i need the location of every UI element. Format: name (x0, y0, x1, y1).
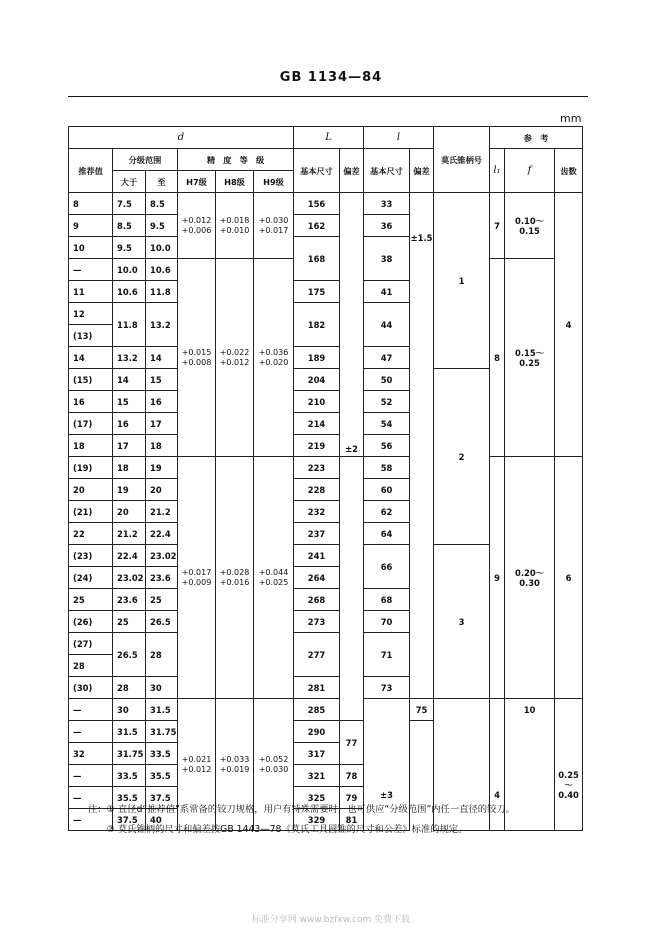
cell-h9: +0.036 +0.020 (254, 259, 294, 457)
cell-recommended: 11 (69, 281, 113, 303)
cell-to: 21.2 (146, 501, 178, 523)
cell-over: 23.6 (113, 589, 146, 611)
cell-h7: +0.012 +0.006 (178, 193, 216, 259)
cell-l: 60 (364, 479, 410, 501)
cell-l: 44 (364, 303, 410, 347)
cell-h8: +0.028 +0.016 (216, 457, 254, 699)
cell-to: 15 (146, 369, 178, 391)
cell-to: 10.6 (146, 259, 178, 281)
cell-to: 25 (146, 589, 178, 611)
cell-recommended: — (69, 259, 113, 281)
cell-recommended: 18 (69, 435, 113, 457)
cell-recommended: 28 (69, 655, 113, 677)
cell-L: 264 (294, 567, 340, 589)
cell-over: 35.5 (113, 787, 146, 809)
cell-to: 10.0 (146, 237, 178, 259)
cell-l: 62 (364, 501, 410, 523)
cell-recommended: — (69, 699, 113, 721)
cell-to: 9.5 (146, 215, 178, 237)
cell-L: 273 (294, 611, 340, 633)
table-row (69, 193, 583, 215)
cell-l: 58 (364, 457, 410, 479)
cell-dev-l: ±1.5 (410, 193, 434, 699)
cell-L: 317 (294, 743, 340, 765)
cell-L: 204 (294, 369, 340, 391)
header-rule (68, 96, 588, 97)
col-precision: 精 度 等 级 (178, 149, 294, 171)
cell-L: 277 (294, 633, 340, 677)
watermark-footer: 标准分享网 www.bzfxw.com 免费下载 (251, 915, 411, 925)
cell-f: 0.20～0.30 (505, 457, 555, 699)
cell-L: 182 (294, 303, 340, 347)
cell-recommended: 9 (69, 215, 113, 237)
cell-L: 168 (294, 237, 340, 281)
cell-over: 31.5 (113, 721, 146, 743)
col-l-header: l (364, 127, 434, 149)
cell-recommended: (30) (69, 677, 113, 699)
col-L-header: L (294, 127, 364, 149)
cell-to: 37.5 (146, 787, 178, 809)
cell-l1: 8 (490, 259, 505, 457)
cell-to: 35.5 (146, 765, 178, 787)
cell-dev-L: ±2 (340, 193, 364, 457)
cell-dev-L: ±3 (364, 699, 410, 831)
cell-to: 23.02 (146, 545, 178, 567)
cell-over: 8.5 (113, 215, 146, 237)
standard-number: GB 1134—84 (279, 70, 383, 85)
cell-l: 36 (364, 215, 410, 237)
col-over: 大于 (113, 171, 146, 193)
cell-recommended: — (69, 721, 113, 743)
cell-over: 31.75 (113, 743, 146, 765)
cell-L: 228 (294, 479, 340, 501)
cell-l: 79 (340, 787, 364, 809)
cell-l: 47 (364, 347, 410, 369)
cell-l: 50 (364, 369, 410, 391)
cell-h9: +0.052 +0.030 (254, 699, 294, 831)
cell-to: 31.5 (146, 699, 178, 721)
cell-l1: 10 (505, 699, 555, 831)
cell-over: 30 (113, 699, 146, 721)
cell-h7: +0.015 +0.008 (178, 259, 216, 457)
cell-l: 54 (364, 413, 410, 435)
cell-l: 56 (364, 435, 410, 457)
cell-l: 66 (364, 545, 410, 589)
col-morse-header: 莫氏锥柄号 (434, 127, 490, 193)
cell-l: 52 (364, 391, 410, 413)
cell-f: 0.10～0.15 (505, 193, 555, 259)
cell-to: 14 (146, 347, 178, 369)
cell-L: 325 (294, 787, 340, 809)
cell-over: 19 (113, 479, 146, 501)
cell-l1: 7 (490, 193, 505, 259)
cell-over: 15 (113, 391, 146, 413)
cell-to: 26.5 (146, 611, 178, 633)
cell-to: 23.6 (146, 567, 178, 589)
cell-recommended: (19) (69, 457, 113, 479)
cell-L: 281 (294, 677, 340, 699)
cell-L: 268 (294, 589, 340, 611)
cell-over: 10.0 (113, 259, 146, 281)
cell-teeth: 4 (555, 193, 583, 457)
note-1: 注：① 直径d“推荐值”系常备的铰刀规格，用户有特殊需要时，也可供应“分级范围”内任一直径的铰刀。 (88, 804, 515, 815)
col-teeth: 齿数 (555, 149, 583, 193)
col-basic-l: 基本尺寸 (364, 149, 410, 193)
cell-recommended: 14 (69, 347, 113, 369)
cell-over: 26.5 (113, 633, 146, 677)
cell-recommended: 25 (69, 589, 113, 611)
cell-l: 75 (410, 699, 434, 721)
cell-L: 175 (294, 281, 340, 303)
cell-l: 78 (340, 765, 364, 787)
cell-recommended: 8 (69, 193, 113, 215)
note-2: ② 莫氏锥柄的尺寸和偏差按GB 1443—78《莫氏工具圆锥的尺寸和公差》标准的规定。 (88, 824, 468, 835)
cell-L: 237 (294, 523, 340, 545)
cell-L: 223 (294, 457, 340, 479)
cell-recommended: — (69, 787, 113, 809)
cell-to: 8.5 (146, 193, 178, 215)
col-h9: H9级 (254, 171, 294, 193)
cell-to: 11.8 (146, 281, 178, 303)
col-to: 至 (146, 171, 178, 193)
cell-recommended: — (69, 809, 113, 831)
cell-L: 241 (294, 545, 340, 567)
col-basic-L: 基本尺寸 (294, 149, 340, 193)
cell-L: 189 (294, 347, 340, 369)
cell-l: 81 (340, 809, 364, 831)
cell-to: 33.5 (146, 743, 178, 765)
cell-over: 18 (113, 457, 146, 479)
cell-to: 16 (146, 391, 178, 413)
cell-to: 20 (146, 479, 178, 501)
cell-over: 23.02 (113, 567, 146, 589)
cell-l: 71 (364, 633, 410, 677)
cell-f: 0.25～0.40 (555, 699, 583, 831)
unit-label: mm (560, 112, 582, 125)
cell-h8: +0.022 +0.012 (216, 259, 254, 457)
table-row (69, 699, 583, 721)
cell-l: 68 (364, 589, 410, 611)
cell-recommended: (24) (69, 567, 113, 589)
col-h8: H8级 (216, 171, 254, 193)
cell-recommended: 20 (69, 479, 113, 501)
cell-recommended: (23) (69, 545, 113, 567)
cell-recommended: 12 (69, 303, 113, 325)
cell-l: 64 (364, 523, 410, 545)
col-recommended: 推荐值 (69, 149, 113, 193)
cell-h8: +0.018 +0.010 (216, 193, 254, 259)
cell-l1: 9 (490, 457, 505, 699)
cell-morse: 4 (490, 699, 505, 831)
cell-recommended: — (69, 765, 113, 787)
cell-L: 321 (294, 765, 340, 787)
cell-to: 19 (146, 457, 178, 479)
col-f: f (505, 149, 555, 193)
cell-morse: 3 (434, 545, 490, 699)
cell-over: 21.2 (113, 523, 146, 545)
cell-recommended: (26) (69, 611, 113, 633)
cell-to: 30 (146, 677, 178, 699)
cell-over: 17 (113, 435, 146, 457)
cell-recommended: (13) (69, 325, 113, 347)
cell-to: 22.4 (146, 523, 178, 545)
col-h7: H7级 (178, 171, 216, 193)
cell-over: 16 (113, 413, 146, 435)
cell-l: 70 (364, 611, 410, 633)
cell-h8: +0.033 +0.019 (216, 699, 254, 831)
cell-l: 73 (364, 677, 410, 699)
col-l1: l₁ (490, 149, 505, 193)
cell-dev-L (340, 457, 364, 721)
cell-L: 210 (294, 391, 340, 413)
cell-to: 13.2 (146, 303, 178, 347)
cell-to: 31.75 (146, 721, 178, 743)
cell-L: 219 (294, 435, 340, 457)
col-dev-L: 偏差 (340, 149, 364, 193)
cell-f: 0.15～0.25 (505, 259, 555, 457)
cell-morse: 1 (434, 193, 490, 369)
cell-over: 13.2 (113, 347, 146, 369)
cell-over: 7.5 (113, 193, 146, 215)
cell-to: 28 (146, 633, 178, 677)
reamer-dimension-table (68, 126, 583, 831)
cell-recommended: 10 (69, 237, 113, 259)
cell-L: 290 (294, 721, 340, 743)
cell-h9: +0.030 +0.017 (254, 193, 294, 259)
cell-over: 9.5 (113, 237, 146, 259)
cell-l: 41 (364, 281, 410, 303)
cell-recommended: 16 (69, 391, 113, 413)
cell-over: 11.8 (113, 303, 146, 347)
cell-recommended: 32 (69, 743, 113, 765)
cell-L: 232 (294, 501, 340, 523)
cell-L: 156 (294, 193, 340, 215)
cell-recommended: 22 (69, 523, 113, 545)
col-d-header: d (69, 127, 294, 149)
cell-over: 22.4 (113, 545, 146, 567)
cell-L: 285 (294, 699, 340, 721)
cell-teeth: 6 (555, 457, 583, 699)
cell-l: 33 (364, 193, 410, 215)
cell-over: 25 (113, 611, 146, 633)
cell-l: 77 (340, 721, 364, 765)
table-row (69, 457, 583, 479)
cell-recommended: (27) (69, 633, 113, 655)
cell-to: 18 (146, 435, 178, 457)
cell-recommended: (21) (69, 501, 113, 523)
cell-over: 37.5 (113, 809, 146, 831)
cell-over: 28 (113, 677, 146, 699)
col-grading: 分级范围 (113, 149, 178, 171)
cell-over: 33.5 (113, 765, 146, 787)
cell-to: 17 (146, 413, 178, 435)
cell-l: 38 (364, 237, 410, 281)
cell-L: 162 (294, 215, 340, 237)
cell-h7: +0.017 +0.009 (178, 457, 216, 699)
cell-recommended: (15) (69, 369, 113, 391)
notes (88, 800, 608, 840)
col-reference-header: 参 考 (490, 127, 583, 149)
cell-L: 329 (294, 809, 340, 831)
cell-to: 40 (146, 809, 178, 831)
cell-morse: 2 (434, 369, 490, 545)
cell-over: 14 (113, 369, 146, 391)
cell-over: 10.6 (113, 281, 146, 303)
cell-h7: +0.021 +0.012 (178, 699, 216, 831)
cell-recommended: (17) (69, 413, 113, 435)
cell-over: 20 (113, 501, 146, 523)
cell-h9: +0.044 +0.025 (254, 457, 294, 699)
cell-L: 214 (294, 413, 340, 435)
col-dev-l: 偏差 (410, 149, 434, 193)
